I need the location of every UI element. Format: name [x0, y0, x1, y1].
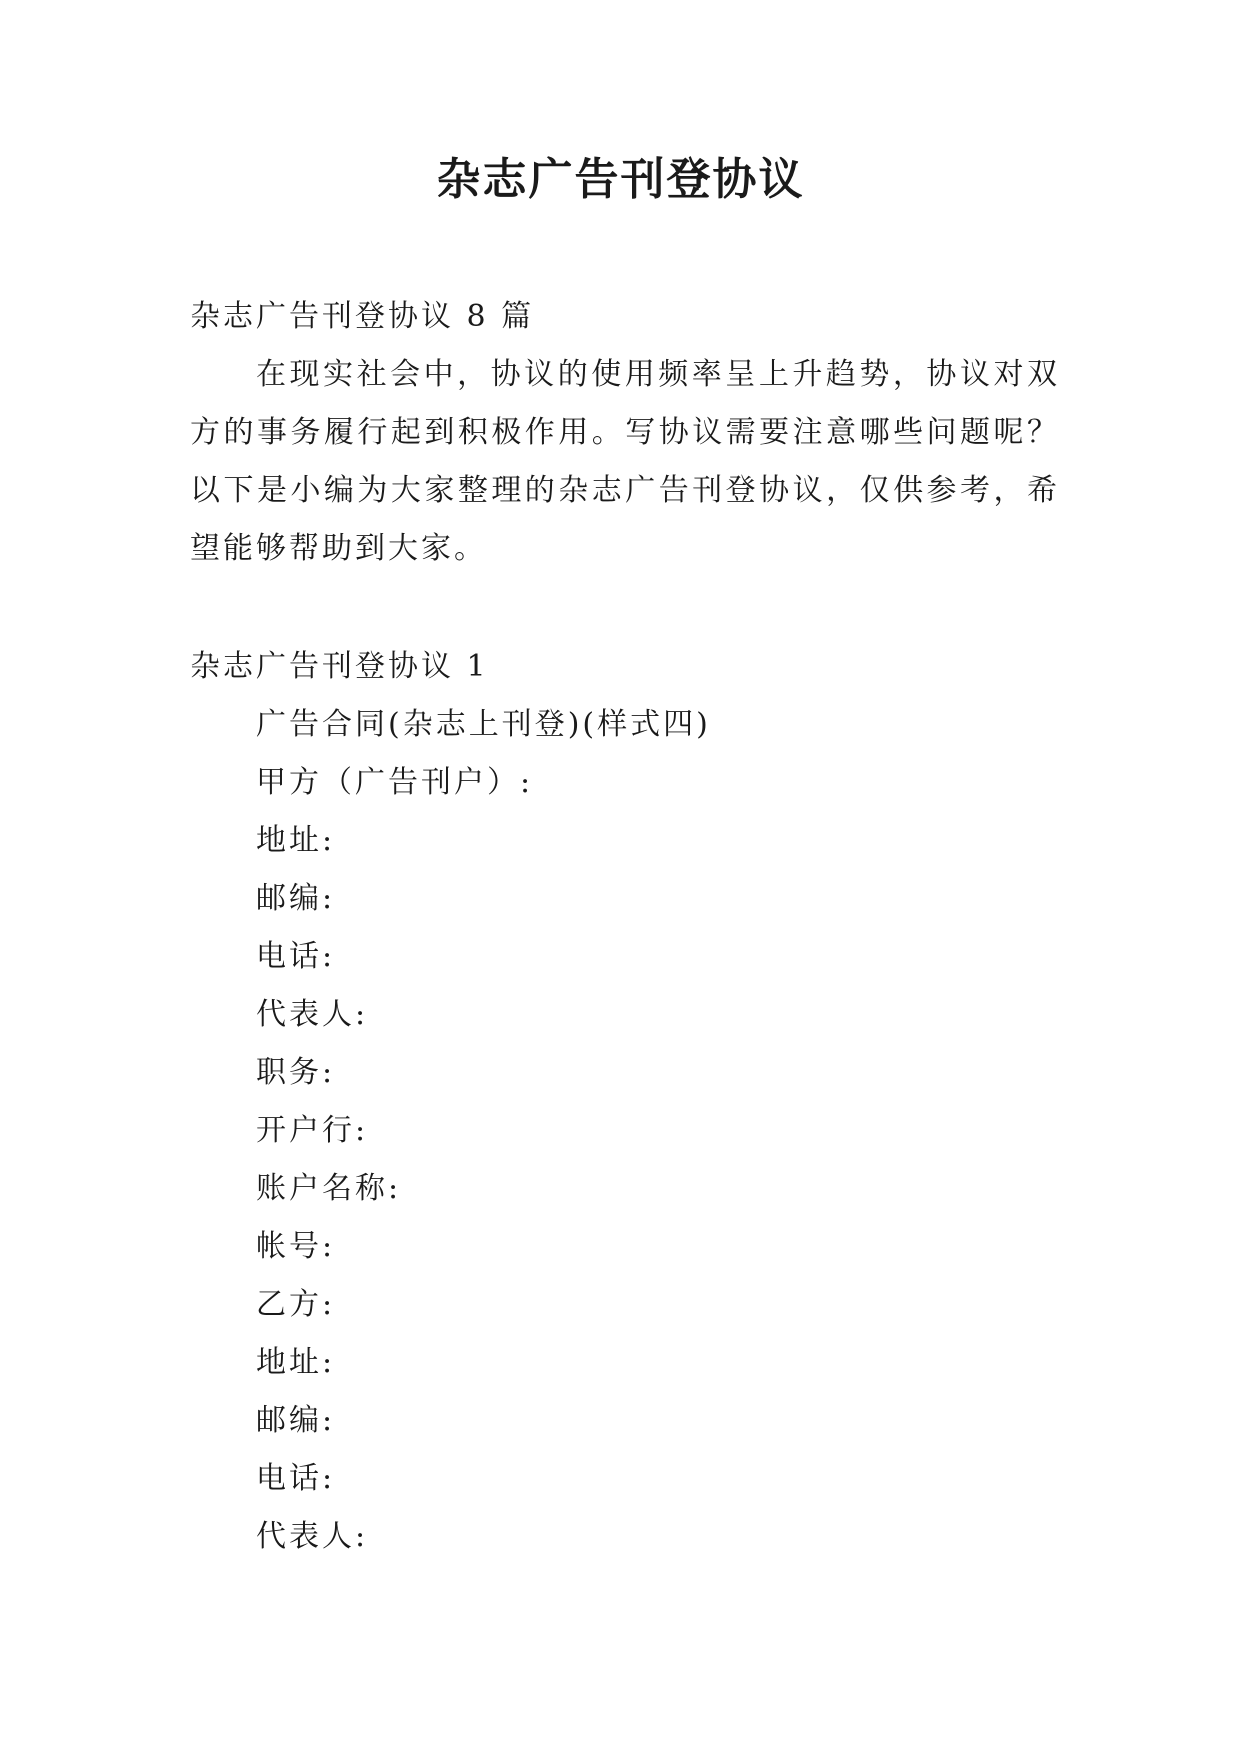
field-party-b: 乙方:: [256, 1287, 336, 1322]
document-body: [190, 288, 1060, 1566]
field-address: 地址:: [256, 823, 336, 858]
section-heading: 杂志广告刊登协议 1: [190, 649, 489, 684]
field-representative: 代表人:: [256, 1519, 369, 1554]
field-address: 地址:: [256, 1345, 336, 1380]
contract-title: 广告合同(杂志上刊登)(样式四): [256, 707, 711, 742]
intro-paragraph: 在现实社会中，协议的使用频率呈上升趋势，协议对双方的事务履行起到积极作用。写协议需要注意哪些问题呢？以下是小编为大家整理的杂志广告刊登协议，仅供参考，希望能够帮助到大家。: [190, 357, 1060, 566]
field-phone: 电话:: [256, 1461, 336, 1496]
field-postcode: 邮编:: [256, 1403, 336, 1438]
field-party-a: 甲方（广告刊户）:: [256, 765, 534, 800]
field-position: 职务:: [256, 1055, 336, 1090]
field-bank: 开户行:: [256, 1113, 369, 1148]
field-representative: 代表人:: [256, 997, 369, 1032]
document-title: 杂志广告刊登协议: [436, 154, 805, 205]
field-phone: 电话:: [256, 939, 336, 974]
field-account-name: 账户名称:: [256, 1171, 402, 1206]
paragraph-gap: [190, 578, 1060, 638]
document-subtitle: 杂志广告刊登协议 8 篇: [190, 299, 535, 334]
field-account-number: 帐号:: [256, 1229, 336, 1264]
field-postcode: 邮编:: [256, 881, 336, 916]
